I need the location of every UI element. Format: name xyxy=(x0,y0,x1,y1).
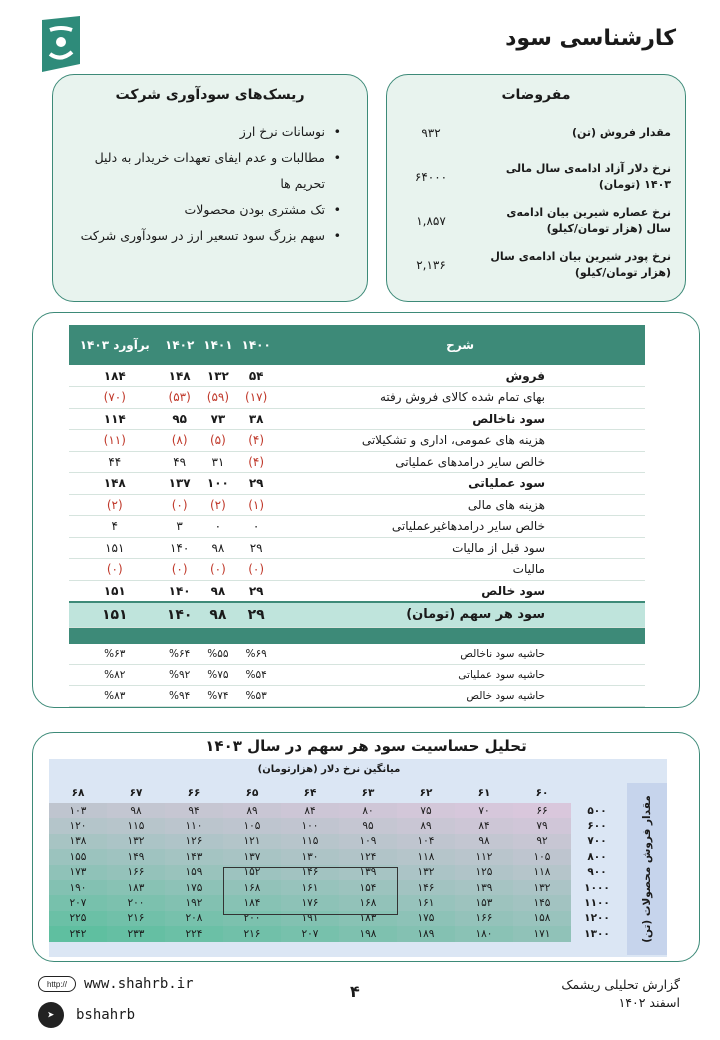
row-label: خالص سایر درامدهای عملیاتی xyxy=(275,451,645,473)
sensitivity-row xyxy=(49,849,623,864)
page-title: کارشناسی سود xyxy=(505,26,676,51)
row-label: سود ناخالص xyxy=(275,408,645,430)
browser-icon-text: http:// xyxy=(46,979,67,989)
risks-list xyxy=(53,119,367,249)
table-cell: (۰) xyxy=(161,494,199,516)
report-date: اسفند ۱۴۰۲ xyxy=(618,995,680,1010)
table-cell: ۴۴ xyxy=(69,451,161,473)
telegram-handle[interactable]: bshahrb xyxy=(76,1007,136,1023)
table-row xyxy=(69,580,645,602)
table-cell: %۷۵ xyxy=(199,665,237,686)
sensitivity-cell: ۱۵۵ xyxy=(49,849,107,864)
table-cell: ۲۹ xyxy=(237,580,275,602)
sensitivity-panel xyxy=(32,732,700,962)
risk-item: • سهم بزرگ سود تسعیر ارز در سودآوری شرکت xyxy=(77,223,341,249)
shahrb-logo-icon xyxy=(38,14,84,74)
sensitivity-cell: ۱۱۸ xyxy=(513,865,571,880)
table-cell: (۲) xyxy=(199,494,237,516)
sensitivity-header-row xyxy=(49,783,623,803)
sensitivity-row xyxy=(49,834,623,849)
table-cell: ۴۹ xyxy=(161,451,199,473)
separator-cell xyxy=(161,628,199,644)
table-cell: (۵۹) xyxy=(199,387,237,409)
sensitivity-cell: ۲۳۳ xyxy=(107,926,165,941)
table-cell: (۴) xyxy=(237,451,275,473)
sales-volume-header: ۸۰۰ xyxy=(571,849,623,864)
row-label: حاشیه سود خالص xyxy=(275,686,645,707)
sensitivity-grid-panel xyxy=(49,759,667,957)
sensitivity-row xyxy=(49,818,623,833)
sensitivity-cell: ۱۳۲ xyxy=(107,834,165,849)
sensitivity-cell: ۶۶ xyxy=(513,803,571,818)
sensitivity-cell: ۷۵ xyxy=(397,803,455,818)
row-label: هزینه های عمومی، اداری و تشکیلاتی xyxy=(275,430,645,452)
footer-report-info xyxy=(561,976,680,1012)
sales-volume-header: ۱۱۰۰ xyxy=(571,895,623,910)
table-cell: (۱۷) xyxy=(237,387,275,409)
table-cell: (۷۰) xyxy=(69,387,161,409)
sensitivity-cell: ۱۸۹ xyxy=(397,926,455,941)
sensitivity-cell: ۱۱۵ xyxy=(281,834,339,849)
column-header: ۱۴۰۰ xyxy=(237,325,275,365)
row-label: حاشیه سود ناخالص xyxy=(275,644,645,665)
sensitivity-cell: ۱۷۵ xyxy=(397,911,455,926)
table-cell: %۵۵ xyxy=(199,644,237,665)
table-cell: (۰) xyxy=(69,559,161,581)
sensitivity-cell: ۱۴۳ xyxy=(165,849,223,864)
sensitivity-cell: ۹۸ xyxy=(107,803,165,818)
assumptions-box xyxy=(386,74,686,302)
table-row xyxy=(69,494,645,516)
table-cell: (۰) xyxy=(199,559,237,581)
table-cell: ۱۴۰ xyxy=(161,602,199,628)
sensitivity-cell: ۱۴۵ xyxy=(513,895,571,910)
table-cell: ۱۵۱ xyxy=(69,580,161,602)
sensitivity-cell: ۲۰۸ xyxy=(165,911,223,926)
sales-volume-header: ۷۰۰ xyxy=(571,834,623,849)
sensitivity-cell: ۱۰۵ xyxy=(223,818,281,833)
row-label: حاشیه سود عملیاتی xyxy=(275,665,645,686)
table-cell: %۵۳ xyxy=(237,686,275,707)
assumption-value: ۲,۱۳۶ xyxy=(416,258,446,272)
assumption-row xyxy=(387,111,685,155)
sensitivity-cell: ۱۲۴ xyxy=(339,849,397,864)
sensitivity-cell: ۱۲۱ xyxy=(223,834,281,849)
sensitivity-cell: ۱۸۳ xyxy=(339,911,397,926)
row-label: سود هر سهم (تومان) xyxy=(275,602,645,628)
column-header: برآورد ۱۴۰۳ xyxy=(69,325,161,365)
risk-item: • نوسانات نرخ ارز xyxy=(77,119,341,145)
column-header: ۱۴۰۱ xyxy=(199,325,237,365)
table-cell: ۲۹ xyxy=(237,602,275,628)
table-cell: %۶۹ xyxy=(237,644,275,665)
table-cell: ۱۴۰ xyxy=(161,537,199,559)
dollar-rate-header: ۶۴ xyxy=(303,787,317,799)
sensitivity-cell: ۱۱۰ xyxy=(165,818,223,833)
separator-cell xyxy=(69,628,161,644)
table-cell: ۱۳۲ xyxy=(199,365,237,387)
sensitivity-cell: ۱۳۲ xyxy=(513,880,571,895)
row-label: خالص سایر درامدهاغیرعملیاتی xyxy=(275,516,645,538)
report-name: گزارش تحلیلی ریشمک xyxy=(561,977,680,992)
sensitivity-cell: ۱۵۴ xyxy=(339,880,397,895)
sensitivity-cell: ۱۳۰ xyxy=(281,849,339,864)
sensitivity-cell: ۸۹ xyxy=(397,818,455,833)
assumption-label: مقدار فروش (تن) xyxy=(572,126,671,140)
sensitivity-cell: ۹۵ xyxy=(339,818,397,833)
sales-volume-axis xyxy=(627,783,667,955)
table-row xyxy=(69,387,645,409)
sensitivity-cell: ۱۸۴ xyxy=(223,895,281,910)
table-cell: (۲) xyxy=(69,494,161,516)
sensitivity-cell: ۸۹ xyxy=(223,803,281,818)
table-cell: ۱۴۸ xyxy=(69,473,161,495)
sensitivity-cell: ۲۰۷ xyxy=(281,926,339,941)
table-cell: ۹۸ xyxy=(199,537,237,559)
sensitivity-cell: ۲۱۶ xyxy=(107,911,165,926)
sensitivity-cell: ۱۹۰ xyxy=(49,880,107,895)
separator-cell xyxy=(275,628,645,644)
website-link[interactable]: www.shahrb.ir xyxy=(84,976,194,992)
sensitivity-cell: ۱۹۱ xyxy=(281,911,339,926)
table-cell: %۹۴ xyxy=(161,686,199,707)
table-cell: %۷۴ xyxy=(199,686,237,707)
assumption-value: ۱,۸۵۷ xyxy=(416,214,446,228)
column-header: ۱۴۰۲ xyxy=(161,325,199,365)
margin-row xyxy=(69,665,645,686)
sensitivity-cell: ۱۵۲ xyxy=(223,865,281,880)
sensitivity-cell: ۱۹۸ xyxy=(339,926,397,941)
sensitivity-cell: ۱۶۶ xyxy=(455,911,513,926)
table-row xyxy=(69,537,645,559)
table-cell: ۱۱۴ xyxy=(69,408,161,430)
dollar-rate-header: ۶۲ xyxy=(419,787,433,799)
table-cell: (۰) xyxy=(161,559,199,581)
sensitivity-cell: ۱۵۳ xyxy=(455,895,513,910)
sensitivity-title: تحلیل حساسیت سود هر سهم در سال ۱۴۰۳ xyxy=(205,737,527,755)
sales-volume-header: ۵۰۰ xyxy=(571,803,623,818)
sensitivity-cell: ۱۵۸ xyxy=(513,911,571,926)
sensitivity-cell: ۱۴۹ xyxy=(107,849,165,864)
risks-title: ریسک‌های سودآوری شرکت xyxy=(115,87,305,103)
sensitivity-cell: ۲۰۰ xyxy=(107,895,165,910)
margin-row xyxy=(69,686,645,707)
sensitivity-cell: ۱۳۹ xyxy=(455,880,513,895)
sensitivity-cell: ۱۱۵ xyxy=(107,818,165,833)
dollar-rate-header: ۶۷ xyxy=(129,787,143,799)
assumption-row xyxy=(387,199,685,243)
sensitivity-cell: ۱۰۴ xyxy=(397,834,455,849)
assumption-label: نرخ پودر شیرین بیان ادامه‌ی سال (هزار تومان/کیلو) xyxy=(490,250,671,279)
sensitivity-cell: ۱۰۳ xyxy=(49,803,107,818)
sensitivity-cell: ۱۰۹ xyxy=(339,834,397,849)
table-cell: %۵۴ xyxy=(237,665,275,686)
sensitivity-cell: ۱۶۱ xyxy=(281,880,339,895)
sensitivity-cell: ۱۷۶ xyxy=(281,895,339,910)
sensitivity-cell: ۸۴ xyxy=(281,803,339,818)
sensitivity-cell: ۱۴۶ xyxy=(397,880,455,895)
sensitivity-cell: ۱۱۲ xyxy=(455,849,513,864)
table-cell: ۱۴۸ xyxy=(161,365,199,387)
sensitivity-cell: ۱۶۱ xyxy=(397,895,455,910)
risks-box xyxy=(52,74,368,302)
page-number: ۴ xyxy=(350,982,360,1001)
sensitivity-cell: ۲۲۵ xyxy=(49,911,107,926)
table-cell: ۰ xyxy=(237,516,275,538)
table-cell: ۲۹ xyxy=(237,537,275,559)
table-cell: %۸۳ xyxy=(69,686,161,707)
dollar-rate-axis-label: میانگین نرخ دلار (هزارتومان) xyxy=(257,764,401,775)
table-row xyxy=(69,473,645,495)
table-cell: (۸) xyxy=(161,430,199,452)
footer-contacts xyxy=(38,976,194,1028)
separator-cell xyxy=(237,628,275,644)
sales-volume-header: ۱۳۰۰ xyxy=(571,926,623,941)
separator-bar xyxy=(69,628,645,644)
sensitivity-cell: ۱۳۹ xyxy=(339,865,397,880)
table-cell: %۹۲ xyxy=(161,665,199,686)
table-cell: (۰) xyxy=(237,559,275,581)
table-cell: ۱۵۱ xyxy=(69,537,161,559)
sensitivity-cell: ۱۷۳ xyxy=(49,865,107,880)
sensitivity-cell: ۱۶۸ xyxy=(339,895,397,910)
sensitivity-cell: ۱۷۱ xyxy=(513,926,571,941)
table-cell: ۱۴۰ xyxy=(161,580,199,602)
sensitivity-cell: ۱۲۶ xyxy=(165,834,223,849)
sales-volume-header: ۹۰۰ xyxy=(571,865,623,880)
table-cell: (۵) xyxy=(199,430,237,452)
table-cell: (۵۳) xyxy=(161,387,199,409)
table-cell: ۹۵ xyxy=(161,408,199,430)
table-row xyxy=(69,408,645,430)
sensitivity-cell: ۱۳۲ xyxy=(397,865,455,880)
row-label: فروش xyxy=(275,365,645,387)
sensitivity-cell: ۲۱۶ xyxy=(223,926,281,941)
margin-row xyxy=(69,644,645,665)
assumptions-title: مفروضات xyxy=(501,87,571,103)
sensitivity-cell: ۱۱۸ xyxy=(397,849,455,864)
dollar-rate-header: ۶۵ xyxy=(245,787,259,799)
sensitivity-cell: ۱۶۶ xyxy=(107,865,165,880)
sensitivity-cell: ۱۰۰ xyxy=(281,818,339,833)
table-cell: (۱) xyxy=(237,494,275,516)
table-row xyxy=(69,559,645,581)
table-cell: ۰ xyxy=(199,516,237,538)
dollar-rate-header: ۶۳ xyxy=(361,787,375,799)
assumption-label: نرخ عصاره شیرین بیان ادامه‌ی سال (هزار تومان/کیلو) xyxy=(506,206,671,235)
dollar-rate-header: ۶۱ xyxy=(477,787,491,799)
table-cell: %۶۴ xyxy=(161,644,199,665)
sensitivity-cell: ۹۲ xyxy=(513,834,571,849)
assumption-row xyxy=(387,243,685,287)
income-statement-table xyxy=(69,325,645,707)
dollar-rate-header: ۶۸ xyxy=(71,787,85,799)
sales-volume-header: ۱۰۰۰ xyxy=(571,880,623,895)
table-cell: ۹۸ xyxy=(199,580,237,602)
sensitivity-cell: ۱۸۰ xyxy=(455,926,513,941)
sensitivity-cell: ۸۰ xyxy=(339,803,397,818)
sensitivity-table xyxy=(49,783,623,942)
dollar-rate-header: ۶۰ xyxy=(535,787,549,799)
sensitivity-row xyxy=(49,926,623,941)
sensitivity-cell: ۲۲۴ xyxy=(165,926,223,941)
row-label: سود عملیاتی xyxy=(275,473,645,495)
sensitivity-cell: ۸۴ xyxy=(455,818,513,833)
eps-row xyxy=(69,602,645,628)
table-cell: (۱۱) xyxy=(69,430,161,452)
browser-icon xyxy=(38,976,76,992)
sensitivity-cell: ۱۶۸ xyxy=(223,880,281,895)
sensitivity-cell: ۱۲۰ xyxy=(49,818,107,833)
row-label: مالیات xyxy=(275,559,645,581)
assumption-value: ۹۳۲ xyxy=(421,126,441,140)
assumption-label: نرخ دلار آزاد ادامه‌ی سال مالی ۱۴۰۳ (تومان) xyxy=(505,162,671,191)
table-cell: ۱۰۰ xyxy=(199,473,237,495)
sensitivity-cell: ۱۹۲ xyxy=(165,895,223,910)
sensitivity-cell: ۲۰۷ xyxy=(49,895,107,910)
row-label: سود خالص xyxy=(275,580,645,602)
table-cell: %۶۳ xyxy=(69,644,161,665)
table-row xyxy=(69,430,645,452)
sales-volume-axis-label: مقدار فروش محصولات (تن) xyxy=(641,795,654,943)
assumptions-list xyxy=(387,111,685,287)
table-cell: ۲۹ xyxy=(237,473,275,495)
corner-cell xyxy=(571,783,623,803)
table-cell: ۹۸ xyxy=(199,602,237,628)
table-cell: ۵۴ xyxy=(237,365,275,387)
sensitivity-cell: ۱۵۹ xyxy=(165,865,223,880)
sensitivity-cell: ۱۷۵ xyxy=(165,880,223,895)
table-row xyxy=(69,516,645,538)
table-cell: ۳۸ xyxy=(237,408,275,430)
column-header: شرح xyxy=(275,325,645,365)
assumption-row xyxy=(387,155,685,199)
income-statement-panel xyxy=(32,312,700,708)
sales-volume-header: ۱۲۰۰ xyxy=(571,911,623,926)
sensitivity-row xyxy=(49,803,623,818)
table-cell: ۱۵۱ xyxy=(69,602,161,628)
sensitivity-cell: ۱۰۵ xyxy=(513,849,571,864)
sensitivity-cell: ۹۴ xyxy=(165,803,223,818)
table-row xyxy=(69,451,645,473)
assumption-value: ۶۴۰۰۰ xyxy=(414,170,448,184)
sensitivity-cell: ۷۰ xyxy=(455,803,513,818)
row-label: بهای تمام شده کالای فروش رفته xyxy=(275,387,645,409)
sales-volume-header: ۶۰۰ xyxy=(571,818,623,833)
sensitivity-cell: ۲۴۲ xyxy=(49,926,107,941)
table-cell: ۷۳ xyxy=(199,408,237,430)
row-label: هزینه های مالی xyxy=(275,494,645,516)
table-header-row xyxy=(69,325,645,365)
table-cell: ۳ xyxy=(161,516,199,538)
risk-item: • تک مشتری بودن محصولات xyxy=(77,197,341,223)
table-cell: ۴ xyxy=(69,516,161,538)
table-cell: ۱۳۷ xyxy=(161,473,199,495)
table-cell: (۴) xyxy=(237,430,275,452)
dollar-rate-header: ۶۶ xyxy=(187,787,201,799)
separator-cell xyxy=(199,628,237,644)
table-cell: ۳۱ xyxy=(199,451,237,473)
sensitivity-cell: ۹۸ xyxy=(455,834,513,849)
row-label: سود قبل از مالیات xyxy=(275,537,645,559)
sensitivity-cell: ۱۳۸ xyxy=(49,834,107,849)
highlight-box xyxy=(223,867,398,915)
sensitivity-cell: ۷۹ xyxy=(513,818,571,833)
table-cell: ۱۸۴ xyxy=(69,365,161,387)
risk-item: • مطالبات و عدم ایفای تعهدات خریدار به دلیل تحریم ها xyxy=(77,145,341,197)
sensitivity-cell: ۱۴۶ xyxy=(281,865,339,880)
sensitivity-cell: ۱۲۵ xyxy=(455,865,513,880)
telegram-icon: ➤ xyxy=(38,1002,64,1028)
table-cell: %۸۲ xyxy=(69,665,161,686)
table-row xyxy=(69,365,645,387)
sensitivity-cell: ۱۸۳ xyxy=(107,880,165,895)
sensitivity-cell: ۱۳۷ xyxy=(223,849,281,864)
sensitivity-cell: ۲۰۰ xyxy=(223,911,281,926)
